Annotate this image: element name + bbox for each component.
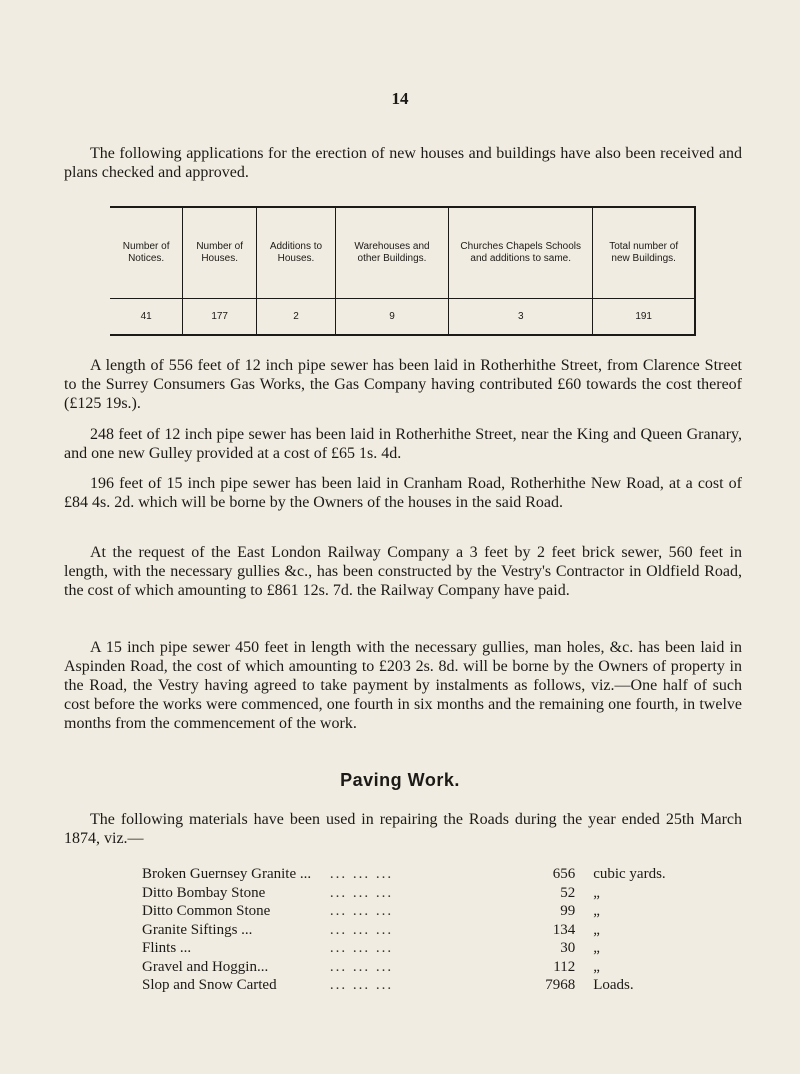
material-quantity: 52	[560, 884, 576, 901]
material-unit: Loads.	[593, 977, 634, 993]
material-unit: „	[593, 921, 600, 938]
header-warehouses: Warehouses and other Buildings.	[335, 207, 448, 299]
list-item	[142, 939, 702, 958]
paragraph-cranham-road	[64, 474, 742, 512]
leader-dots: ... ... ...	[329, 958, 394, 975]
leader-dots: ... ... ...	[329, 884, 394, 901]
material-quantity: 134	[552, 921, 576, 938]
table-header-row	[110, 207, 695, 299]
material-name: Ditto Bombay Stone	[142, 884, 266, 901]
section-heading-paving: Paving Work.	[340, 770, 460, 790]
header-houses: Number of Houses.	[183, 207, 257, 299]
paving-intro-text: The following materials have been used in repairing the Roads during the year ended 25th March 1874, viz.—	[64, 811, 742, 847]
material-name: Broken Guernsey Granite ...	[142, 866, 312, 882]
materials-list	[142, 865, 702, 995]
paragraph-text: A length of 556 feet of 12 inch pipe sewer has been laid in Rotherhithe Street, from Clarence Street to the Surrey Consumers Gas Works, the Gas Company having contributed £60 towards the cost thereof (£125 19s.).	[64, 357, 742, 412]
applications-table	[110, 206, 696, 336]
leader-dots: ... ... ...	[329, 903, 394, 919]
material-name: Ditto Common Stone	[142, 903, 271, 919]
header-additions: Additions to Houses.	[257, 207, 336, 299]
paragraph-text: 196 feet of 15 inch pipe sewer has been laid in Cranham Road, Rotherhithe New Road, at a cost of £84 4s. 2d. which will be borne by the Owners of the houses in the said Road.	[64, 475, 742, 511]
list-item	[142, 958, 702, 977]
material-quantity: 7968	[545, 977, 576, 993]
material-unit: cubic yards.	[593, 866, 666, 882]
paragraph-aspinden-road	[64, 638, 742, 733]
material-quantity: 30	[560, 940, 576, 956]
paragraph-rotherhithe-granary	[64, 425, 742, 463]
material-quantity: 656	[552, 866, 576, 882]
cell-churches: 3	[449, 299, 593, 336]
material-name: Flints ...	[142, 940, 192, 956]
paragraph-text: 248 feet of 12 inch pipe sewer has been laid in Rotherhithe Street, near the King and Queen Granary, and one new Gulley provided at a cost of £65 1s. 4d.	[64, 426, 742, 462]
leader-dots: ... ... ...	[329, 921, 394, 938]
paragraph-text: At the request of the East London Railway Company a 3 feet by 2 feet brick sewer, 560 feet in length, with the necessary gullies &c., has been constructed by the Vestry's Contractor in Oldfield Road, the cost of which amounting to £861 12s. 7d. the Railway Company have paid.	[64, 544, 742, 599]
table-row	[110, 299, 695, 336]
list-item	[142, 884, 702, 903]
material-name: Slop and Snow Carted	[142, 977, 277, 993]
cell-warehouses: 9	[335, 299, 448, 336]
material-quantity: 99	[560, 903, 576, 919]
leader-dots: ... ... ...	[329, 977, 394, 993]
paragraph-rotherhithe-clarence	[64, 356, 742, 413]
list-item	[142, 921, 702, 940]
material-name: Gravel and Hoggin...	[142, 958, 269, 975]
material-unit: „	[593, 958, 600, 975]
cell-notices: 41	[140, 311, 152, 322]
paving-intro-paragraph	[64, 810, 742, 848]
intro-paragraph	[64, 144, 742, 182]
cell-houses: 177	[183, 299, 257, 336]
material-name: Granite Siftings ...	[142, 921, 253, 938]
list-item	[142, 976, 702, 995]
leader-dots: ... ... ...	[329, 940, 394, 956]
intro-text: The following applications for the erection of new houses and buildings have also been received and plans checked and approved.	[64, 145, 742, 181]
material-unit: „	[593, 940, 600, 956]
material-unit: „	[593, 903, 600, 919]
leader-dots: ... ... ...	[329, 866, 394, 882]
header-notices: Number of Notices.	[110, 207, 183, 299]
header-total: Total number of new Buildings.	[593, 207, 695, 299]
paragraph-text: A 15 inch pipe sewer 450 feet in length with the necessary gullies, man holes, &c. has been laid in Aspinden Road, the cost of which amounting to £203 2s. 8d. will be borne by the Owners of property in the Road, the Vestry having agreed to take payment by instalments as follows, viz.—One half of such cost before the works were commenced, one fourth in six months and the remaining one fourth, in twelve months from the commencement of the work.	[64, 639, 742, 732]
header-churches: Churches Chapels Schools and additions to same.	[449, 207, 593, 299]
list-item	[142, 865, 702, 884]
list-item	[142, 902, 702, 921]
cell-total: 191	[593, 299, 695, 336]
material-unit: „	[593, 884, 600, 901]
cell-additions: 2	[257, 299, 336, 336]
page-number: 14	[391, 89, 409, 108]
paragraph-oldfield-road	[64, 543, 742, 600]
material-quantity: 112	[553, 958, 576, 975]
